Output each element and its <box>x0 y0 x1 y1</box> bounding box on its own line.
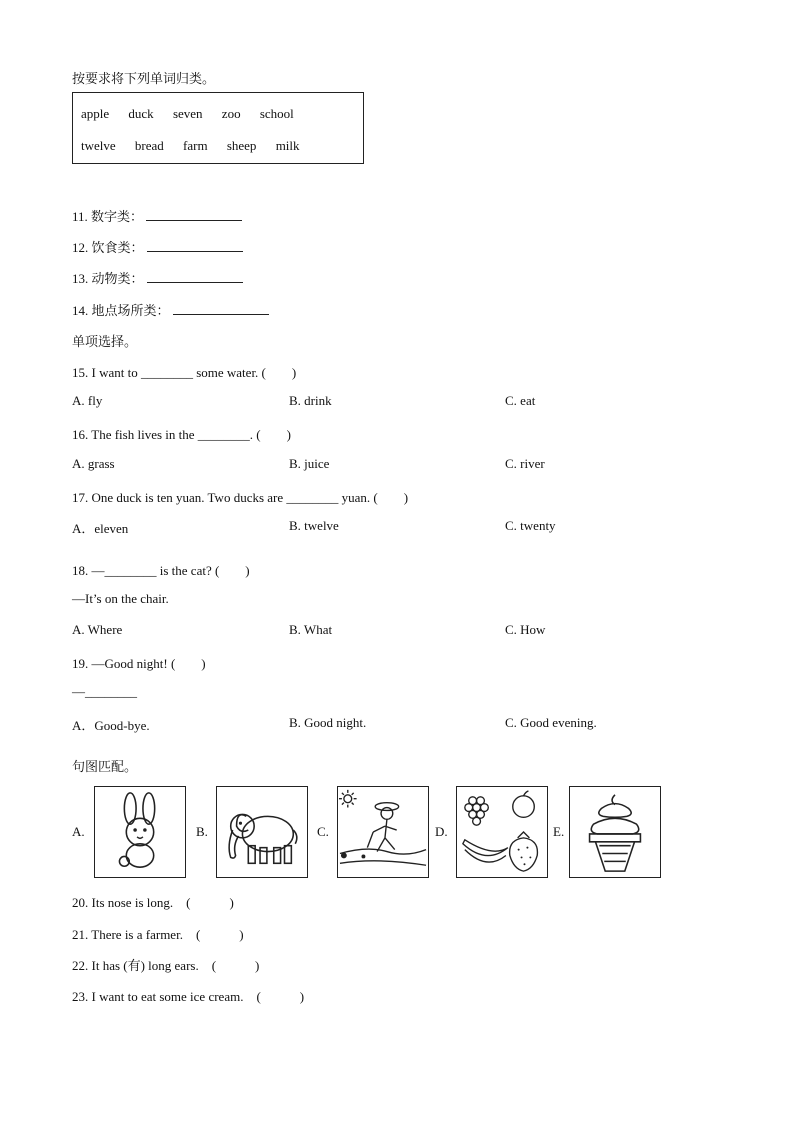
option-b[interactable]: B. Good night. <box>289 715 367 730</box>
option-c[interactable]: C. twenty <box>505 518 556 533</box>
section-title-classify: 按要求将下列单词归类。 <box>72 72 216 87</box>
option-c[interactable]: C. eat <box>505 393 536 408</box>
word: bread <box>134 138 164 153</box>
question-number: 13. <box>72 271 89 286</box>
question-label: 地点场所类： <box>91 304 170 319</box>
option-b[interactable]: B. twelve <box>289 518 339 533</box>
picture-label-c: C. <box>317 824 329 839</box>
word: apple <box>81 106 110 121</box>
question-19-stem: 19. —Good night! ( ) <box>72 656 206 671</box>
farmer-icon <box>338 787 428 877</box>
option-a[interactable]: A. grass <box>72 456 115 471</box>
fruits-icon <box>457 787 547 877</box>
word: zoo <box>221 106 241 121</box>
option-c[interactable]: C. How <box>505 622 546 637</box>
word: farm <box>183 138 208 153</box>
answer-blank[interactable] <box>147 239 243 252</box>
section-title-choice: 单项选择。 <box>72 335 138 350</box>
ice-cream-icon <box>570 787 660 877</box>
question-18-response: —It’s on the chair. <box>72 591 169 606</box>
question-19-response: —________ <box>72 684 137 699</box>
word: twelve <box>81 138 116 153</box>
answer-blank[interactable] <box>147 270 243 283</box>
rabbit-icon <box>95 787 185 877</box>
farmer-picture <box>337 786 429 878</box>
option-b[interactable]: B. What <box>289 622 333 637</box>
option-a[interactable]: A．Good-bye. <box>72 718 150 733</box>
word: milk <box>275 138 300 153</box>
answer-blank[interactable] <box>173 302 269 315</box>
rabbit-picture <box>94 786 186 878</box>
question-22: 22. It has (有) long ears. ( ) <box>72 958 260 973</box>
answer-blank[interactable] <box>146 208 242 221</box>
picture-label-d: D. <box>435 824 448 839</box>
picture-label-e: E. <box>553 824 565 839</box>
question-label: 动物类： <box>91 272 144 287</box>
question-number: 14. <box>72 303 89 318</box>
question-13 <box>72 268 243 287</box>
question-number: 11. <box>72 209 88 224</box>
option-a[interactable]: A．eleven <box>72 521 129 536</box>
picture-label-a: A. <box>72 824 85 839</box>
question-number: 12. <box>72 240 89 255</box>
word-box <box>72 92 364 164</box>
word-row-2 <box>81 138 316 154</box>
question-21: 21. There is a farmer. ( ) <box>72 927 244 942</box>
question-16-stem: 16. The fish lives in the ________. ( ) <box>72 427 291 442</box>
word: duck <box>128 106 154 121</box>
word: seven <box>172 106 203 121</box>
option-c[interactable]: C. Good evening. <box>505 715 597 730</box>
elephant-picture <box>216 786 308 878</box>
question-20: 20. Its nose is long. ( ) <box>72 895 234 910</box>
question-23: 23. I want to eat some ice cream. ( ) <box>72 989 305 1004</box>
question-label: 数字类： <box>91 210 144 225</box>
ice-cream-picture <box>569 786 661 878</box>
option-b[interactable]: B. juice <box>289 456 330 471</box>
word: sheep <box>226 138 257 153</box>
question-label: 饮食类： <box>91 241 144 256</box>
question-12 <box>72 237 243 256</box>
question-14 <box>72 300 269 319</box>
option-a[interactable]: A. Where <box>72 622 123 637</box>
question-18-stem: 18. —________ is the cat? ( ) <box>72 563 250 578</box>
fruits-picture <box>456 786 548 878</box>
option-c[interactable]: C. river <box>505 456 545 471</box>
question-11 <box>72 206 242 225</box>
word-row-1 <box>81 106 310 122</box>
option-b[interactable]: B. drink <box>289 393 332 408</box>
option-a[interactable]: A. fly <box>72 393 103 408</box>
section-title-match: 句图匹配。 <box>72 760 138 775</box>
picture-label-b: B. <box>196 824 208 839</box>
question-17-stem: 17. One duck is ten yuan. Two ducks are ________ yuan. ( ) <box>72 490 409 505</box>
question-15-stem: 15. I want to ________ some water. ( ) <box>72 365 297 380</box>
word: school <box>259 106 294 121</box>
elephant-icon <box>217 787 307 877</box>
